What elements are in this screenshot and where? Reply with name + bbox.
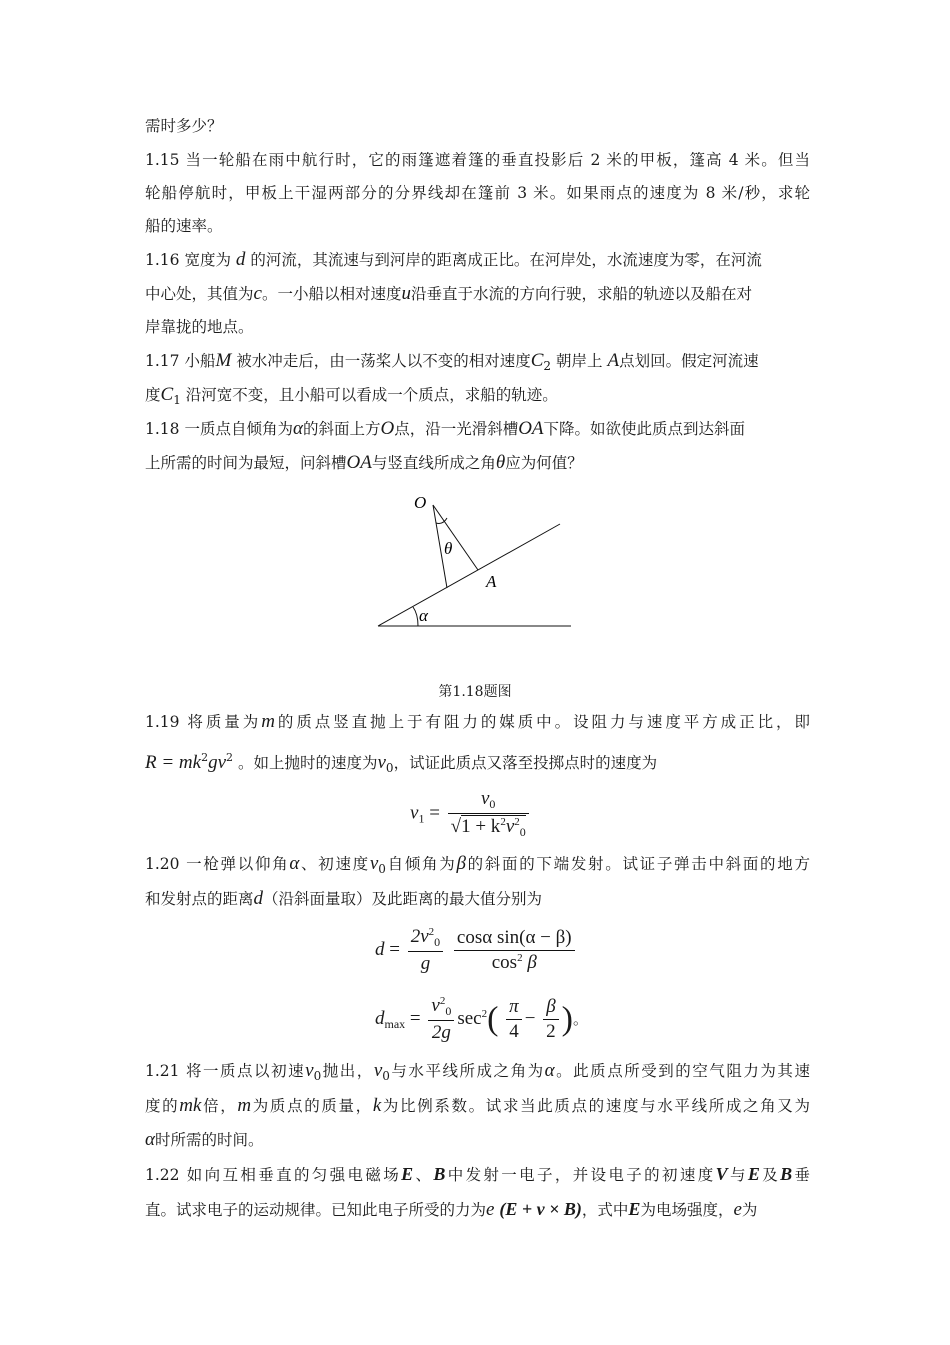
text: 的斜面上方 <box>302 420 381 438</box>
text: 应为何值？ <box>505 454 583 472</box>
text: 1.18 一质点自倾角为 <box>145 420 293 438</box>
math-superscript: 2 <box>226 751 234 764</box>
eq-denominator <box>506 1020 522 1043</box>
math-symbol: θ <box>495 452 506 473</box>
math-symbol: C <box>160 384 174 405</box>
chute-line <box>433 505 478 570</box>
math-symbol: v <box>369 853 379 874</box>
eq-fraction <box>408 926 443 975</box>
math-superscript: 2 <box>201 751 209 764</box>
text: 和发射点的距离 <box>145 890 254 908</box>
math-symbol: c <box>253 283 262 304</box>
math-symbol: E <box>628 1199 641 1219</box>
text-line-14 <box>145 854 810 879</box>
text: 1.15 当一轮船在雨中航行时，它的雨篷遮着篷的垂直投影后 2 米的甲板，篷高 4 米。但当 <box>145 151 810 169</box>
math-symbol: k <box>372 1095 382 1116</box>
math-symbol: v <box>377 752 386 773</box>
math-subscript: 1 <box>173 393 181 407</box>
eq-fraction <box>454 927 575 974</box>
math-symbol: m <box>237 1095 252 1116</box>
math-subscript: 2 <box>543 359 552 373</box>
text-line-18 <box>145 1130 810 1150</box>
text: 与 <box>727 1166 748 1184</box>
text: 点，沿一光滑斜槽 <box>394 420 519 438</box>
text: 、 <box>413 1166 434 1184</box>
eq-numerator <box>543 996 559 1020</box>
math-expression: (E + v × B) <box>499 1199 582 1219</box>
eq-radicand <box>461 815 526 837</box>
text: 及 <box>759 1166 781 1184</box>
text: ，试证此质点又落至投掷点时的速度为 <box>393 754 658 772</box>
eq-numerator <box>454 927 575 951</box>
eq-denominator: $√1 + k^2v^2_0$ <box>448 813 529 840</box>
text: 为 <box>741 1201 758 1219</box>
math-subscript: 0 <box>385 761 394 775</box>
text-line-12 <box>145 712 810 732</box>
math-symbol: OA <box>346 452 372 473</box>
text: 与水平线所成之角为 <box>389 1062 545 1080</box>
eq-superscript: 2 <box>500 816 506 828</box>
eq-superscript: 2 <box>517 952 523 964</box>
equation-dmax <box>375 995 588 1044</box>
text: 1.19 将质量为 <box>145 713 262 731</box>
eq-denominator <box>543 1020 559 1043</box>
math-subscript: 0 <box>382 1069 390 1083</box>
text: 点划回。假定河流速 <box>619 352 759 370</box>
text: 1.21 将一质点以初速 <box>145 1062 306 1080</box>
eq-numerator <box>408 926 443 952</box>
math-expression: gv <box>208 752 227 773</box>
equation-d <box>375 926 578 975</box>
text: 中心处，其值为 <box>145 285 254 303</box>
text: 。一小船以相对速度 <box>261 285 402 303</box>
eq-symbol: v <box>480 788 490 809</box>
eq-symbol: π <box>509 996 519 1017</box>
text: 朝岸上 <box>556 352 603 370</box>
eq-numerator <box>506 996 522 1020</box>
alpha-arc <box>413 607 418 626</box>
math-symbol: u <box>401 283 411 304</box>
text: 的斜面的下端发射。试证子弹击中斜面的地方 <box>465 855 810 873</box>
eq-paren: ( <box>487 1000 499 1038</box>
text: （沿斜面量取）及此距离的最大值分别为 <box>263 890 543 908</box>
eq-superscript: 2 <box>439 995 446 1007</box>
math-symbol: m <box>261 711 275 732</box>
eq-denominator <box>408 952 443 975</box>
text: 1.22 如向互相垂直的匀强电磁场 <box>145 1166 402 1184</box>
math-symbol: V <box>715 1164 728 1184</box>
text: 被水冲走后，由一荡桨人以不变的相对速度 <box>236 352 531 370</box>
eq-symbol: v <box>505 816 515 837</box>
text: 为比例系数。试求当此质点的速度与水平线所成之角又为 <box>381 1097 810 1115</box>
text: ，式中 <box>581 1201 629 1219</box>
eq-equals: = <box>389 938 400 960</box>
eq-symbol: cosα sin(α − β) <box>456 927 572 948</box>
text: 沿垂直于水流的方向行驶，求船的轨迹以及船在对 <box>410 285 752 303</box>
eq-fraction <box>543 996 559 1043</box>
eq-symbol: β <box>546 996 556 1017</box>
eq-denominator <box>428 1021 454 1044</box>
math-subscript: 0 <box>313 1069 322 1083</box>
text-line-17 <box>145 1096 810 1116</box>
math-symbol: v <box>373 1060 383 1081</box>
eq-superscript: 2 <box>481 1007 488 1020</box>
text: 为质点的质量， <box>251 1097 373 1115</box>
eq-symbol: d <box>375 1007 385 1029</box>
eq-denominator <box>454 951 575 974</box>
math-symbol: v <box>305 1060 314 1081</box>
text: 中发射一电子，并设电子的初速度 <box>445 1166 716 1184</box>
eq-symbol: cos <box>491 952 518 973</box>
text: 1.17 小船 <box>145 352 216 370</box>
text: 的质点竖直抛上于有阻力的媒质中。设阻力与速度平方成正比，即 <box>274 713 810 731</box>
eq-period: 。 <box>573 1011 589 1028</box>
text: 与竖直线所成之角 <box>371 454 496 472</box>
text-line-13 <box>145 748 810 778</box>
label-O: O <box>414 493 427 512</box>
text-line-20 <box>145 1199 810 1220</box>
text-line-19 <box>145 1164 810 1185</box>
text: 下降。如欲使此质点到达斜面 <box>543 420 746 438</box>
math-symbol: mk <box>179 1095 202 1116</box>
math-symbol: C <box>530 350 544 371</box>
eq-fraction <box>506 996 522 1043</box>
eq-symbol: g <box>420 953 431 974</box>
text: 、初速度 <box>299 855 370 873</box>
text: 1.16 宽度为 <box>145 251 231 269</box>
eq-subscript: 0 <box>489 797 496 811</box>
math-symbol: β <box>456 853 466 874</box>
eq-symbol: β <box>527 952 537 973</box>
eq-numerator <box>428 995 454 1021</box>
incline-line <box>378 524 560 626</box>
eq-subscript: 0 <box>519 825 526 839</box>
text: 自倾角为 <box>385 855 457 873</box>
text: 直。试求电子的运动规律。已知此电子所受的力为 <box>145 1201 487 1219</box>
math-symbol: O <box>380 418 395 439</box>
text: 上所需的时间为最短，问斜槽 <box>145 454 347 472</box>
text: 抛出， <box>321 1062 374 1080</box>
eq-symbol: 4 <box>509 1021 519 1042</box>
eq-symbol: v <box>431 995 440 1016</box>
text: 轮船停航时，甲板上干湿两部分的分界线却在篷前 3 米。如果雨点的速度为 8 米/秒，求轮 <box>145 184 810 202</box>
math-symbol: E <box>747 1164 760 1184</box>
text: 船的速率。 <box>145 217 223 235</box>
text: 度 <box>145 386 161 404</box>
eq-minus: − <box>524 1007 536 1029</box>
text: 垂 <box>792 1166 810 1184</box>
text-line-16 <box>145 1061 810 1086</box>
math-symbol: d <box>253 888 264 909</box>
text: 为电场强度， <box>640 1201 734 1219</box>
text: 。如上抛时的速度为 <box>237 754 378 772</box>
eq-equals: = <box>409 1007 421 1029</box>
text: 时所需的时间。 <box>154 1131 264 1149</box>
eq-superscript: 2 <box>428 926 435 938</box>
eq-subscript: 0 <box>434 935 441 949</box>
text: 度的 <box>145 1097 180 1115</box>
equation-v1 <box>410 788 532 840</box>
math-symbol: A <box>607 350 620 371</box>
eq-numerator <box>448 788 529 813</box>
eq-fraction <box>428 995 454 1044</box>
text: 。此质点所受到的空气阻力为其速 <box>554 1062 810 1080</box>
eq-symbol: 1 + k <box>461 816 501 837</box>
math-symbol: e <box>733 1199 742 1220</box>
eq-subscript: 1 <box>418 811 425 826</box>
math-symbol: α <box>544 1060 555 1081</box>
eq-fraction <box>448 788 529 840</box>
eq-symbol: 2 <box>546 1021 556 1042</box>
eq-symbol: sec <box>457 1007 482 1029</box>
math-symbol: B <box>780 1164 793 1184</box>
math-symbol: e <box>486 1199 495 1220</box>
text: 沿河宽不变，且小船可以看成一个质点，求船的轨迹。 <box>185 386 558 404</box>
label-theta: θ <box>444 539 453 558</box>
eq-equals: = <box>429 802 440 824</box>
math-expression: R = mk <box>145 752 202 773</box>
math-symbol: d <box>235 249 246 270</box>
eq-paren: ) <box>561 1000 573 1038</box>
eq-subscript: max <box>384 1016 406 1031</box>
math-symbol: OA <box>518 418 544 439</box>
math-symbol: M <box>215 350 232 371</box>
eq-symbol: 2g <box>431 1022 451 1043</box>
figure-caption: 第1.18题图 <box>438 684 512 700</box>
eq-subscript: 0 <box>445 1004 452 1018</box>
math-symbol: B <box>433 1164 446 1184</box>
text: 需时多少？ <box>145 117 223 135</box>
label-A: A <box>486 572 497 591</box>
eq-superscript: 2 <box>514 816 520 828</box>
text: 岸靠拢的地点。 <box>145 318 254 336</box>
math-symbol: α <box>145 1129 155 1150</box>
label-alpha: α <box>419 606 428 625</box>
math-subscript: 0 <box>378 862 386 876</box>
math-symbol: α <box>289 853 300 874</box>
eq-symbol: d <box>375 938 385 960</box>
text-line-15 <box>145 889 810 909</box>
eq-symbol: 2v <box>410 926 429 947</box>
text: 1.20 一枪弹以仰角 <box>145 855 290 873</box>
eq-symbol: v <box>410 802 419 824</box>
math-symbol: α <box>292 418 303 439</box>
math-symbol: E <box>401 1164 414 1184</box>
text: 的河流，其流速与到河岸的距离成正比。在河岸处，水流速度为零，在河流 <box>250 251 762 269</box>
text: 倍， <box>201 1097 238 1115</box>
